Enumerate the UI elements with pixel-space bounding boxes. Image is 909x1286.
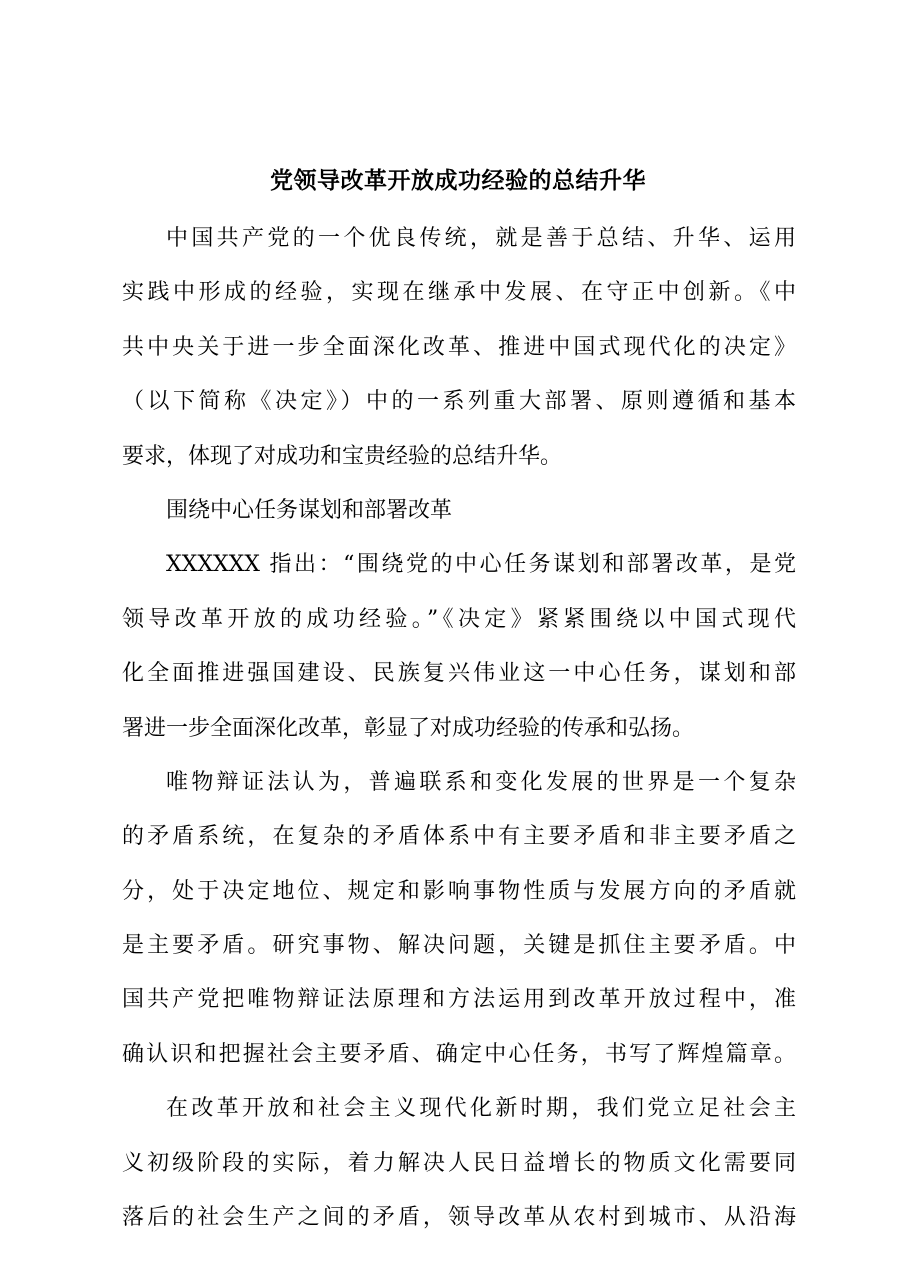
paragraph-dialectics <box>122 756 796 1082</box>
text-line: XXXXXX 指出：“围绕党的中心任务谋划和部署改革，是党 <box>166 552 796 578</box>
text-line: 在改革开放和社会主义现代化新时期，我们党立足社会主 <box>166 1096 796 1122</box>
text-line: 确认识和把握社会主要矛盾、确定中心任务，书写了辉煌篇章。 <box>122 1041 796 1067</box>
text-line: （以下简称《决定》）中的一系列重大部署、原则遵循和基本 <box>122 389 796 415</box>
text-line: 义初级阶段的实际，着力解决人民日益增长的物质文化需要同 <box>122 1150 796 1176</box>
section-heading <box>122 484 796 538</box>
document-body <box>122 212 796 1245</box>
section-heading-text: 围绕中心任务谋划和部署改革 <box>166 497 453 523</box>
paragraph-intro <box>122 212 796 484</box>
paragraph-quote <box>122 538 796 756</box>
text-line: 的矛盾系统，在复杂的矛盾体系中有主要矛盾和非主要矛盾之 <box>122 824 796 850</box>
text-line: 落后的社会生产之间的矛盾，领导改革从农村到城市、从沿海 <box>122 1205 796 1231</box>
text-line: 国共产党把唯物辩证法原理和方法运用到改革开放过程中，准 <box>122 987 796 1013</box>
text-line: 唯物辩证法认为，普遍联系和变化发展的世界是一个复杂 <box>166 769 796 795</box>
text-line: 署进一步全面深化改革，彰显了对成功经验的传承和弘扬。 <box>122 715 695 741</box>
text-line: 是主要矛盾。研究事物、解决问题，关键是抓住主要矛盾。中 <box>122 933 796 959</box>
text-line: 领导改革开放的成功经验。”《决定》紧紧围绕以中国式现代 <box>122 606 796 632</box>
text-line: 共中央关于进一步全面深化改革、推进中国式现代化的决定》 <box>122 334 796 360</box>
text-line: 分，处于决定地位、规定和影响事物性质与发展方向的矛盾就 <box>122 878 796 904</box>
text-line: 中国共产党的一个优良传统，就是善于总结、升华、运用 <box>166 226 796 251</box>
document-title: 党领导改革开放成功经验的总结升华 <box>270 167 646 194</box>
text-line: 要求，体现了对成功和宝贵经验的总结升华。 <box>122 443 563 469</box>
paragraph-new-era <box>122 1082 796 1245</box>
text-line: 化全面推进强国建设、民族复兴伟业这一中心任务，谋划和部 <box>122 661 796 687</box>
text-line: 实践中形成的经验，实现在继承中发展、在守正中创新。《中 <box>122 280 796 306</box>
